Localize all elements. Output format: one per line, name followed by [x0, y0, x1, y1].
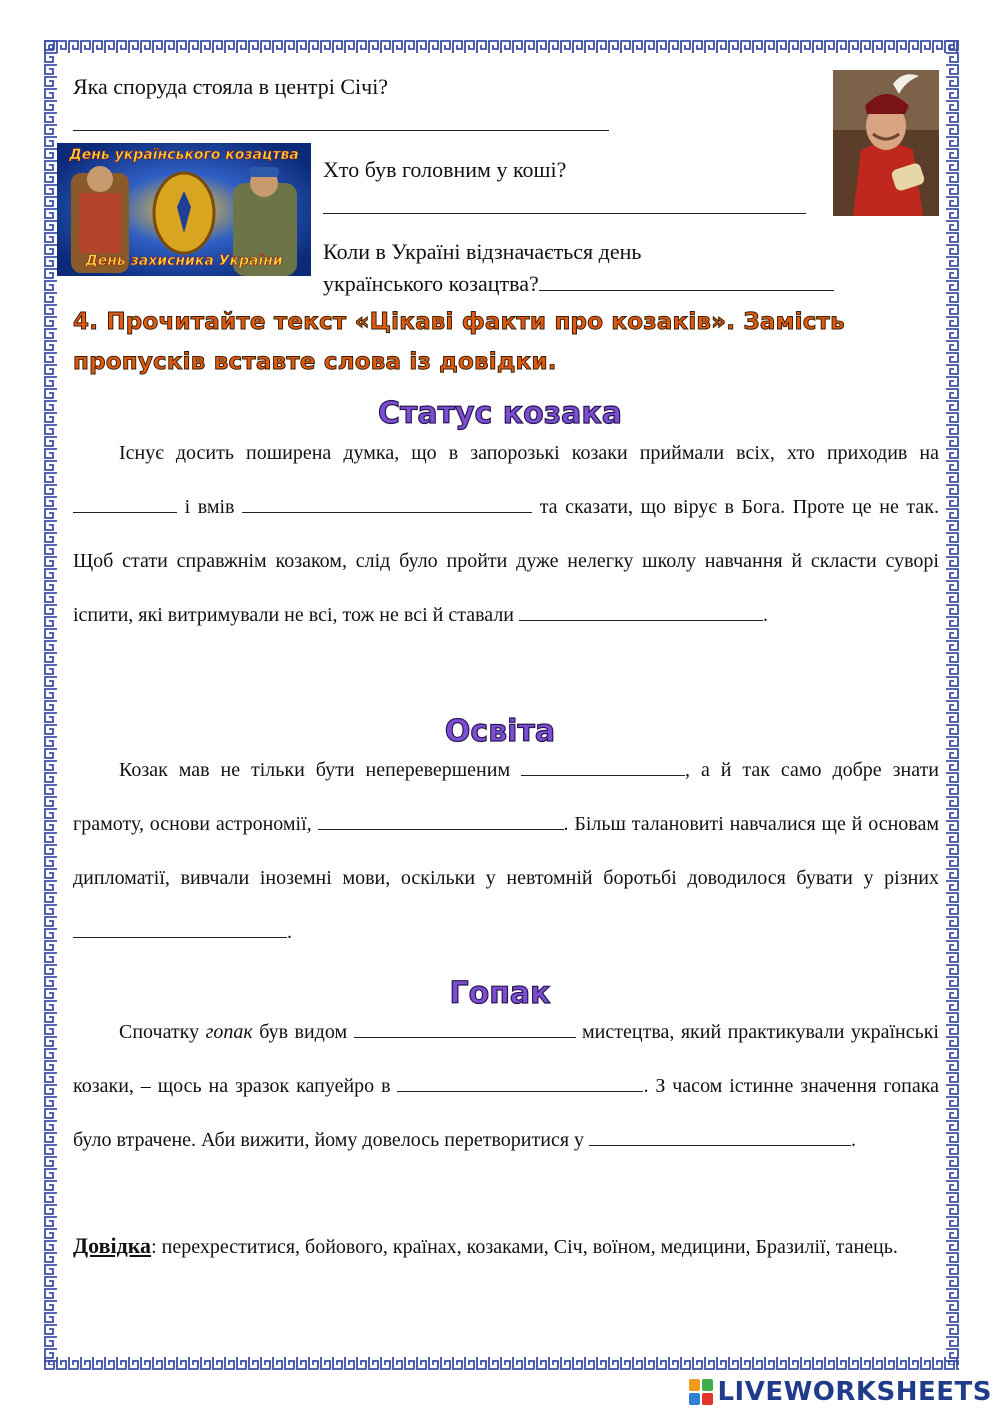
frame-bottom-border — [44, 1356, 959, 1370]
cossack-day-banner — [57, 143, 311, 276]
question-3-line-2 — [323, 270, 834, 297]
question-1: Яка споруда стояла в центрі Січі? — [73, 74, 389, 99]
question-3-line-1: Коли в Україні відзначається день — [323, 239, 642, 264]
frame-left-border — [44, 40, 58, 1365]
heading-cossack-status: Статус козака — [377, 396, 623, 431]
question-2: Хто був головним у коші? — [323, 157, 567, 182]
liveworksheets-icon — [689, 1379, 713, 1405]
answer-1-blank[interactable] — [73, 110, 609, 131]
blank-9[interactable] — [589, 1127, 851, 1146]
paragraph-hopak: Спочатку гопак був видом мистецтва, який практикували українські козаки, – щось на зразок капуейро в . З часом істинне значення гопака було втрачене. Аби вижити, йому довелось перетворитися у . — [73, 1021, 939, 1151]
paragraph-education: Козак мав не тільки бути неперевершеним , а й так само добре знати грамоту, основи астрономії, . Більш талановиті навчалися ще й основам дипломатії, вивчали іноземні мови, оскільки у невтомній боротьбі доводилося бувати у різних . — [73, 759, 940, 943]
answer-3-blank[interactable] — [539, 270, 834, 291]
paragraph-cossack-status: Існує досить поширена думка, що в запорозькі козаки приймали всіх, хто приходив на і вмів та сказати, що вірує в Бога. Проте це не так. Щоб стати справжнім козаком, слід було пройти дуже нелегку школу навчання й скласти суворі іспити, які витримували не всі, тож не всі й ставали . — [73, 442, 939, 626]
frame-top-border — [44, 40, 959, 54]
heading-hopak: Гопак — [449, 976, 551, 1011]
blank-1[interactable] — [73, 494, 177, 513]
liveworksheets-logo[interactable] — [689, 1375, 992, 1409]
heading-education: Освіта — [444, 714, 556, 749]
reference-label: Довідка — [73, 1233, 152, 1258]
task-4-instruction: 4. Прочитайте текст «Цікаві факти про козаків». Замість пропусків вставте слова із довідки. — [73, 309, 845, 375]
banner-bottom-text: День захисника України — [85, 253, 283, 269]
brand-name: LIVEWORKSHEETS — [717, 1377, 992, 1407]
hetman-portrait — [833, 70, 939, 216]
blank-7[interactable] — [354, 1019, 576, 1038]
reference-words: перехреститися, бойового, країнах, козаками, Січ, воїном, медицини, Бразилії, танець. — [161, 1236, 898, 1258]
blank-8[interactable] — [397, 1073, 643, 1092]
blank-3[interactable] — [519, 602, 763, 621]
answer-2-blank[interactable] — [323, 193, 806, 214]
blank-6[interactable] — [73, 919, 287, 938]
banner-top-text: День українського козацтва — [69, 147, 299, 163]
blank-5[interactable] — [318, 811, 564, 830]
question-3-text: українського козацтва? — [323, 271, 539, 296]
blank-2[interactable] — [242, 494, 532, 513]
reference-block: Довідка: перехреститися, бойового, країнах, козаками, Січ, воїном, медицини, Бразилії, танець. — [73, 1233, 898, 1258]
blank-4[interactable] — [521, 757, 685, 776]
frame-right-border — [945, 40, 959, 1365]
